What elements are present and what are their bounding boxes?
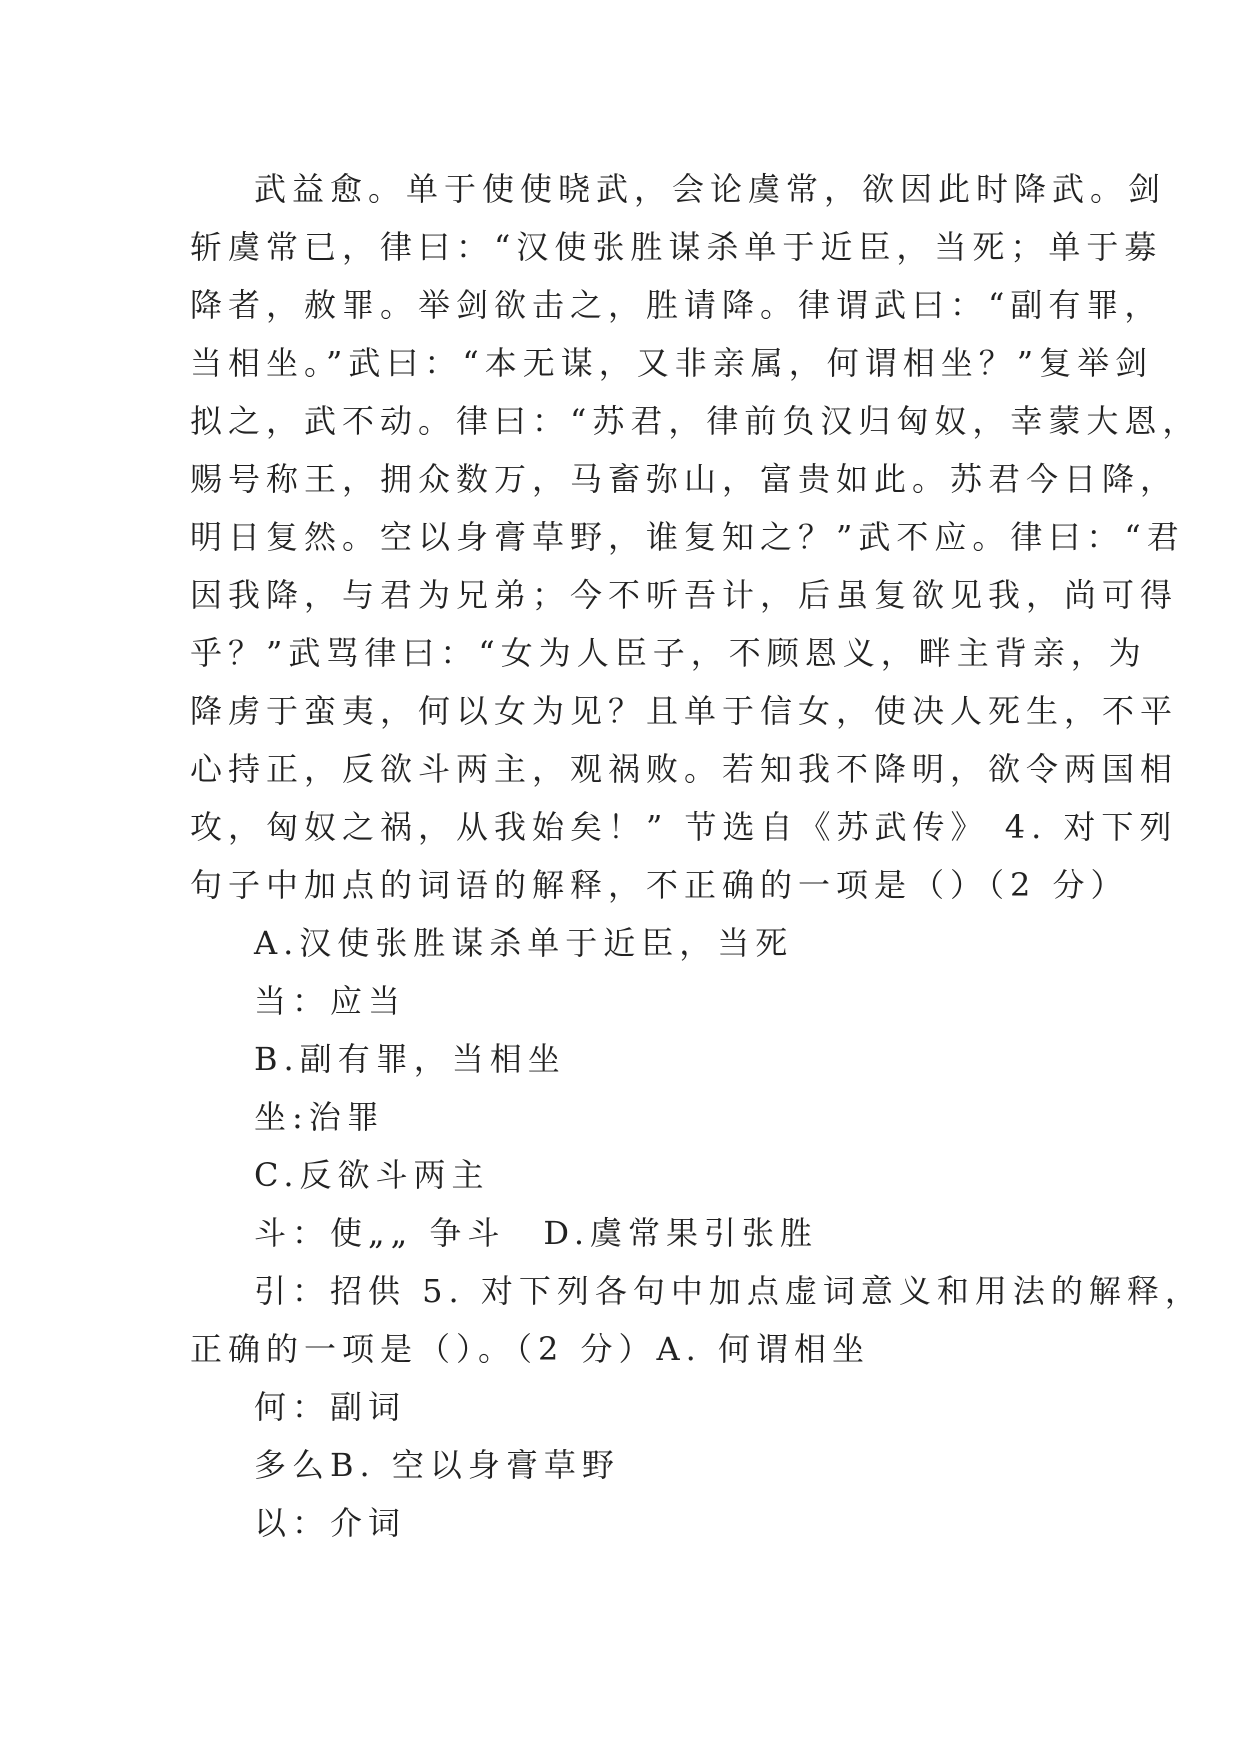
passage-paragraph	[190, 160, 1201, 914]
option-a-explanation: 当：应当	[254, 982, 407, 1020]
option-a: A.汉使张胜谋杀单于近臣，当死	[254, 924, 794, 962]
question-4-options	[190, 914, 1070, 1262]
passage-line: 因我降，与君为兄弟；今不听吾计，后虽复欲见我，尚可得	[190, 576, 1179, 614]
passage-line: 降虏于蛮夷，何以女为见？且单于信女，使决人死生，不平	[190, 692, 1179, 730]
document-body	[190, 160, 1203, 1552]
passage-line: 赐号称王，拥众数万，马畜弥山，富贵如此。苏君今日降，	[190, 460, 1179, 498]
question-5-stem-line: 引：招供 5. 对下列各句中加点虚词意义和用法的解释，	[254, 1272, 1203, 1310]
option-c: C.反欲斗两主	[254, 1156, 490, 1194]
passage-line: 当相坐。”武曰：“本无谋，又非亲属，何谓相坐？”复举剑	[190, 344, 1154, 382]
option-explanation: 以：介词	[254, 1504, 407, 1542]
passage-line: 斩虞常已，律曰：“汉使张胜谋杀单于近臣，当死；单于募	[190, 228, 1163, 266]
option-c-explanation: 斗：使„„ 争斗 D.虞常果引张胜	[254, 1214, 819, 1252]
option-b: 多么B. 空以身膏草野	[254, 1446, 620, 1484]
option-explanation: 何：副词	[254, 1388, 407, 1426]
passage-line: 拟之，武不动。律曰：“苏君，律前负汉归匈奴，幸蒙大恩，	[190, 402, 1201, 440]
passage-line: 心持正，反欲斗两主，观祸败。若知我不降明，欲令两国相	[190, 750, 1179, 788]
option-b-explanation: 坐:治罪	[254, 1098, 385, 1136]
question-4-stem: 句子中加点的词语的解释，不正确的一项是（）（2 分）	[190, 866, 1129, 904]
passage-line: 攻，匈奴之祸，从我始矣！” 节选自《苏武传》 4. 对下列	[190, 808, 1178, 846]
passage-line: 乎？”武骂律曰：“女为人臣子，不顾恩义，畔主背亲，为	[190, 634, 1147, 672]
passage-line: 武益愈。单于使使晓武，会论虞常，欲因此时降武。剑	[254, 170, 1167, 208]
question-5	[190, 1262, 1203, 1378]
option-b: B.副有罪，当相坐	[254, 1040, 566, 1078]
passage-line: 降者，赦罪。举剑欲击之，胜请降。律谓武曰：“副有罪，	[190, 286, 1163, 324]
question-5-stem-line: 正确的一项是（）。（2 分）A. 何谓相坐	[190, 1330, 870, 1368]
question-5-options	[190, 1378, 1070, 1552]
passage-line: 明日复然。空以身膏草野，谁复知之？”武不应。律曰：“君	[190, 518, 1185, 556]
